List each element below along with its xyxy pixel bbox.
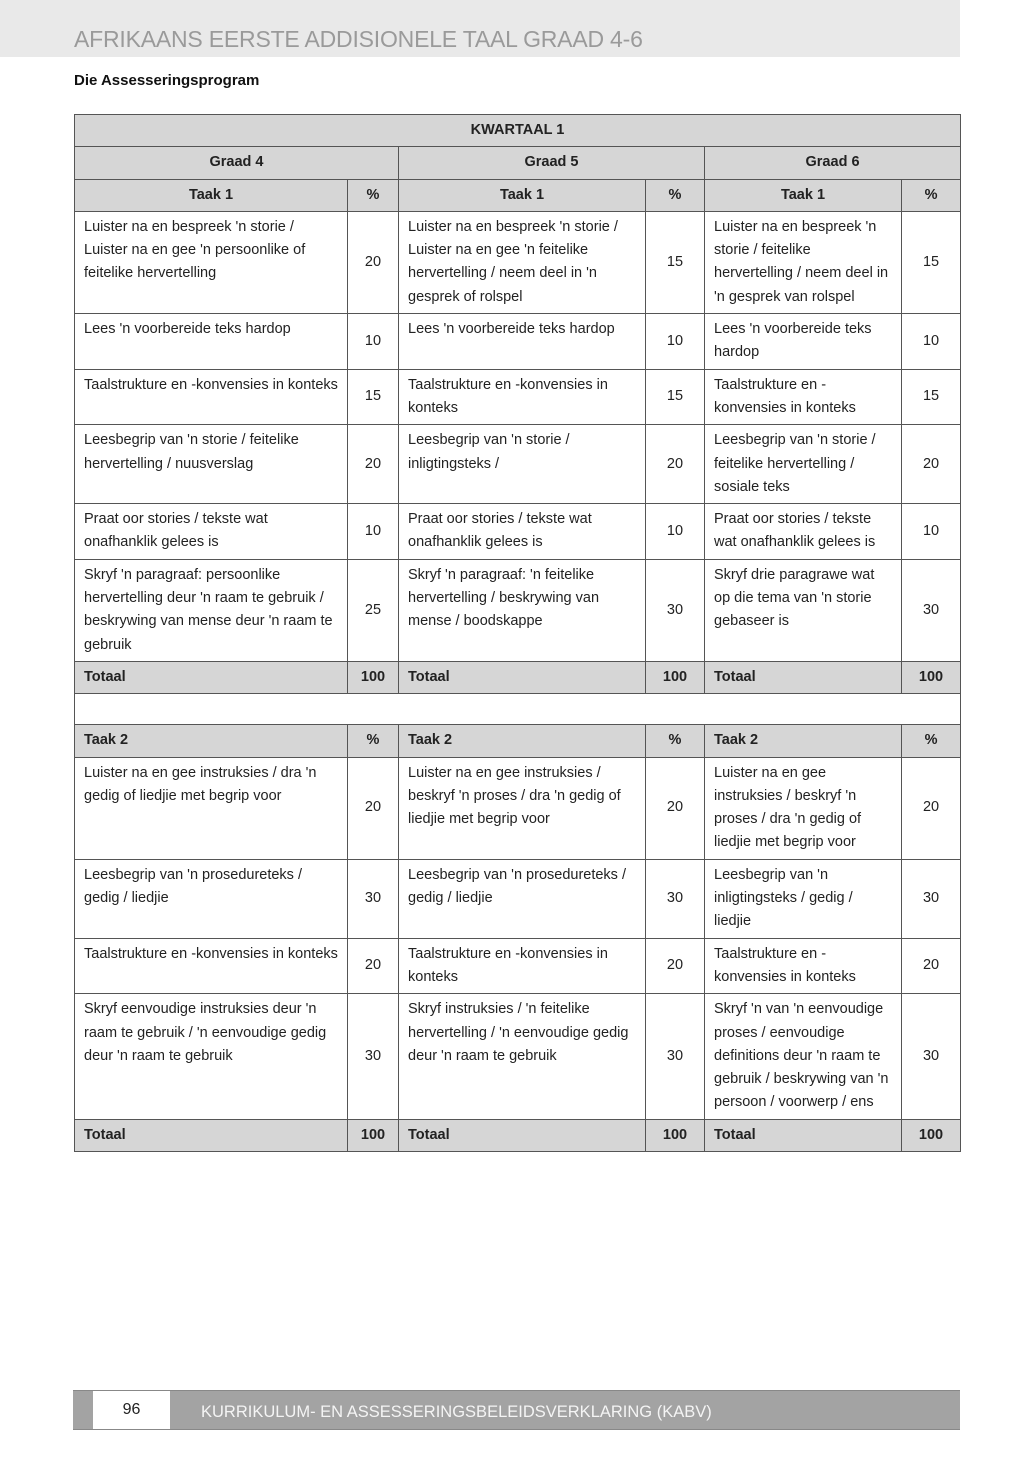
task-heading: Taak 2 xyxy=(705,725,902,757)
activity-cell: Skryf 'n paragraaf: persoonlike hervertelling deur 'n raam te gebruik / beskrywing van mense deur 'n raam te gebruik xyxy=(75,559,348,661)
percent-cell: 20 xyxy=(902,425,961,504)
percent-cell: 20 xyxy=(646,938,705,994)
activity-cell: Luister na en gee instruksies / beskryf 'n proses / dra 'n gedig of liedjie met begrip voor xyxy=(705,757,902,859)
quarter-heading: KWARTAAL 1 xyxy=(75,115,961,147)
activity-cell: Leesbegrip van 'n storie / feitelike hervertelling / nuusverslag xyxy=(75,425,348,504)
activity-cell: Luister na en gee instruksies / dra 'n gedig of liedjie met begrip voor xyxy=(75,757,348,859)
percent-cell: 15 xyxy=(348,369,399,425)
activity-cell: Praat oor stories / tekste wat onafhanklik gelees is xyxy=(75,504,348,560)
percent-cell: 10 xyxy=(646,314,705,370)
total-value: 100 xyxy=(646,661,705,693)
activity-cell: Leesbegrip van 'n prosedureteks / gedig / liedjie xyxy=(399,859,646,938)
percent-cell: 20 xyxy=(902,757,961,859)
table-row xyxy=(75,425,961,504)
task-heading: Taak 2 xyxy=(399,725,646,757)
activity-cell: Lees 'n voorbereide teks hardop xyxy=(399,314,646,370)
spacer-cell xyxy=(75,694,961,725)
activity-cell: Leesbegrip van 'n storie / feitelike hervertelling / sosiale teks xyxy=(705,425,902,504)
activity-cell: Taalstrukture en -konvensies in konteks xyxy=(399,369,646,425)
total-label: Totaal xyxy=(705,1119,902,1151)
percent-cell: 20 xyxy=(646,425,705,504)
table-row xyxy=(75,994,961,1119)
percent-cell: 10 xyxy=(348,314,399,370)
total-label: Totaal xyxy=(705,661,902,693)
percent-cell: 20 xyxy=(348,757,399,859)
header-title: AFRIKAANS EERSTE ADDISIONELE TAAL GRAAD 4-6 xyxy=(74,26,643,52)
activity-cell: Taalstrukture en -konvensies in konteks xyxy=(75,938,348,994)
task-heading: Taak 1 xyxy=(399,179,646,211)
percent-heading: % xyxy=(348,725,399,757)
percent-cell: 20 xyxy=(348,211,399,313)
total-value: 100 xyxy=(348,1119,399,1151)
table-row xyxy=(75,369,961,425)
activity-cell: Skryf 'n paragraaf: 'n feitelike hervertelling / beskrywing van mense / boodskappe xyxy=(399,559,646,661)
percent-heading: % xyxy=(646,725,705,757)
activity-cell: Taalstrukture en -konvensies in konteks xyxy=(75,369,348,425)
activity-cell: Taalstrukture en -konvensies in konteks xyxy=(705,369,902,425)
activity-cell: Luister na en bespreek 'n storie / feitelike hervertelling / neem deel in 'n gesprek van rolspel xyxy=(705,211,902,313)
percent-cell: 30 xyxy=(348,859,399,938)
task-heading: Taak 2 xyxy=(75,725,348,757)
percent-heading: % xyxy=(348,179,399,211)
activity-cell: Lees 'n voorbereide teks hardop xyxy=(75,314,348,370)
table-row xyxy=(75,314,961,370)
percent-heading: % xyxy=(646,179,705,211)
page-footer xyxy=(73,1390,960,1430)
percent-cell: 10 xyxy=(902,504,961,560)
activity-cell: Lees 'n voorbereide teks hardop xyxy=(705,314,902,370)
page-number: 96 xyxy=(93,1391,170,1429)
task-header-row xyxy=(75,725,961,757)
activity-cell: Luister na en gee instruksies / beskryf 'n proses / dra 'n gedig of liedjie met begrip voor xyxy=(399,757,646,859)
percent-cell: 10 xyxy=(902,314,961,370)
activity-cell: Taalstrukture en -konvensies in konteks xyxy=(399,938,646,994)
grade-heading: Graad 6 xyxy=(705,147,961,179)
percent-cell: 10 xyxy=(646,504,705,560)
grade-heading: Graad 5 xyxy=(399,147,705,179)
total-value: 100 xyxy=(348,661,399,693)
percent-cell: 20 xyxy=(348,425,399,504)
table-row xyxy=(75,938,961,994)
table-row xyxy=(75,859,961,938)
percent-cell: 15 xyxy=(902,211,961,313)
total-row xyxy=(75,1119,961,1151)
percent-cell: 30 xyxy=(902,559,961,661)
table-row xyxy=(75,211,961,313)
total-label: Totaal xyxy=(75,1119,348,1151)
total-label: Totaal xyxy=(399,661,646,693)
activity-cell: Praat oor stories / tekste wat onafhanklik gelees is xyxy=(705,504,902,560)
section-title: Die Assesseringsprogram xyxy=(74,72,260,89)
activity-cell: Skryf 'n van 'n eenvoudige proses / eenvoudige definitions deur 'n raam te gebruik / beskrywing van 'n persoon / voorwerp / ens xyxy=(705,994,902,1119)
table-row xyxy=(75,559,961,661)
total-label: Totaal xyxy=(75,661,348,693)
percent-cell: 30 xyxy=(902,859,961,938)
grade-row xyxy=(75,147,961,179)
percent-heading: % xyxy=(902,725,961,757)
percent-cell: 10 xyxy=(348,504,399,560)
activity-cell: Luister na en bespreek 'n storie / Luister na en gee 'n persoonlike of feitelike hervertelling xyxy=(75,211,348,313)
footer-text: KURRIKULUM- EN ASSESSERINGSBELEIDSVERKLARING (KABV) xyxy=(201,1403,712,1421)
activity-cell: Taalstrukture en -konvensies in konteks xyxy=(705,938,902,994)
percent-cell: 15 xyxy=(902,369,961,425)
percent-cell: 15 xyxy=(646,211,705,313)
activity-cell: Leesbegrip van 'n prosedureteks / gedig / liedjie xyxy=(75,859,348,938)
total-value: 100 xyxy=(902,661,961,693)
percent-cell: 30 xyxy=(646,994,705,1119)
table-row xyxy=(75,504,961,560)
task-heading: Taak 1 xyxy=(705,179,902,211)
percent-heading: % xyxy=(902,179,961,211)
activity-cell: Praat oor stories / tekste wat onafhanklik gelees is xyxy=(399,504,646,560)
spacer-row xyxy=(75,694,961,725)
percent-cell: 30 xyxy=(902,994,961,1119)
quarter-row xyxy=(75,115,961,147)
total-value: 100 xyxy=(902,1119,961,1151)
percent-cell: 30 xyxy=(348,994,399,1119)
activity-cell: Leesbegrip van 'n storie / inligtingsteks / xyxy=(399,425,646,504)
task-heading: Taak 1 xyxy=(75,179,348,211)
table-row xyxy=(75,757,961,859)
percent-cell: 25 xyxy=(348,559,399,661)
activity-cell: Luister na en bespreek 'n storie / Luister na en gee 'n feitelike hervertelling / neem deel in 'n gesprek of rolspel xyxy=(399,211,646,313)
percent-cell: 20 xyxy=(348,938,399,994)
total-value: 100 xyxy=(646,1119,705,1151)
total-row xyxy=(75,661,961,693)
percent-cell: 15 xyxy=(646,369,705,425)
task-header-row xyxy=(75,179,961,211)
percent-cell: 30 xyxy=(646,859,705,938)
total-label: Totaal xyxy=(399,1119,646,1151)
activity-cell: Skryf eenvoudige instruksies deur 'n raam te gebruik / 'n eenvoudige gedig deur 'n raam te gebruik xyxy=(75,994,348,1119)
activity-cell: Leesbegrip van 'n inligtingsteks / gedig / liedjie xyxy=(705,859,902,938)
activity-cell: Skryf drie paragrawe wat op die tema van 'n storie gebaseer is xyxy=(705,559,902,661)
grade-heading: Graad 4 xyxy=(75,147,399,179)
percent-cell: 20 xyxy=(646,757,705,859)
activity-cell: Skryf instruksies / 'n feitelike hervertelling / 'n eenvoudige gedig deur 'n raam te gebruik xyxy=(399,994,646,1119)
running-header xyxy=(0,0,960,57)
percent-cell: 30 xyxy=(646,559,705,661)
percent-cell: 20 xyxy=(902,938,961,994)
assessment-table xyxy=(74,114,961,1152)
